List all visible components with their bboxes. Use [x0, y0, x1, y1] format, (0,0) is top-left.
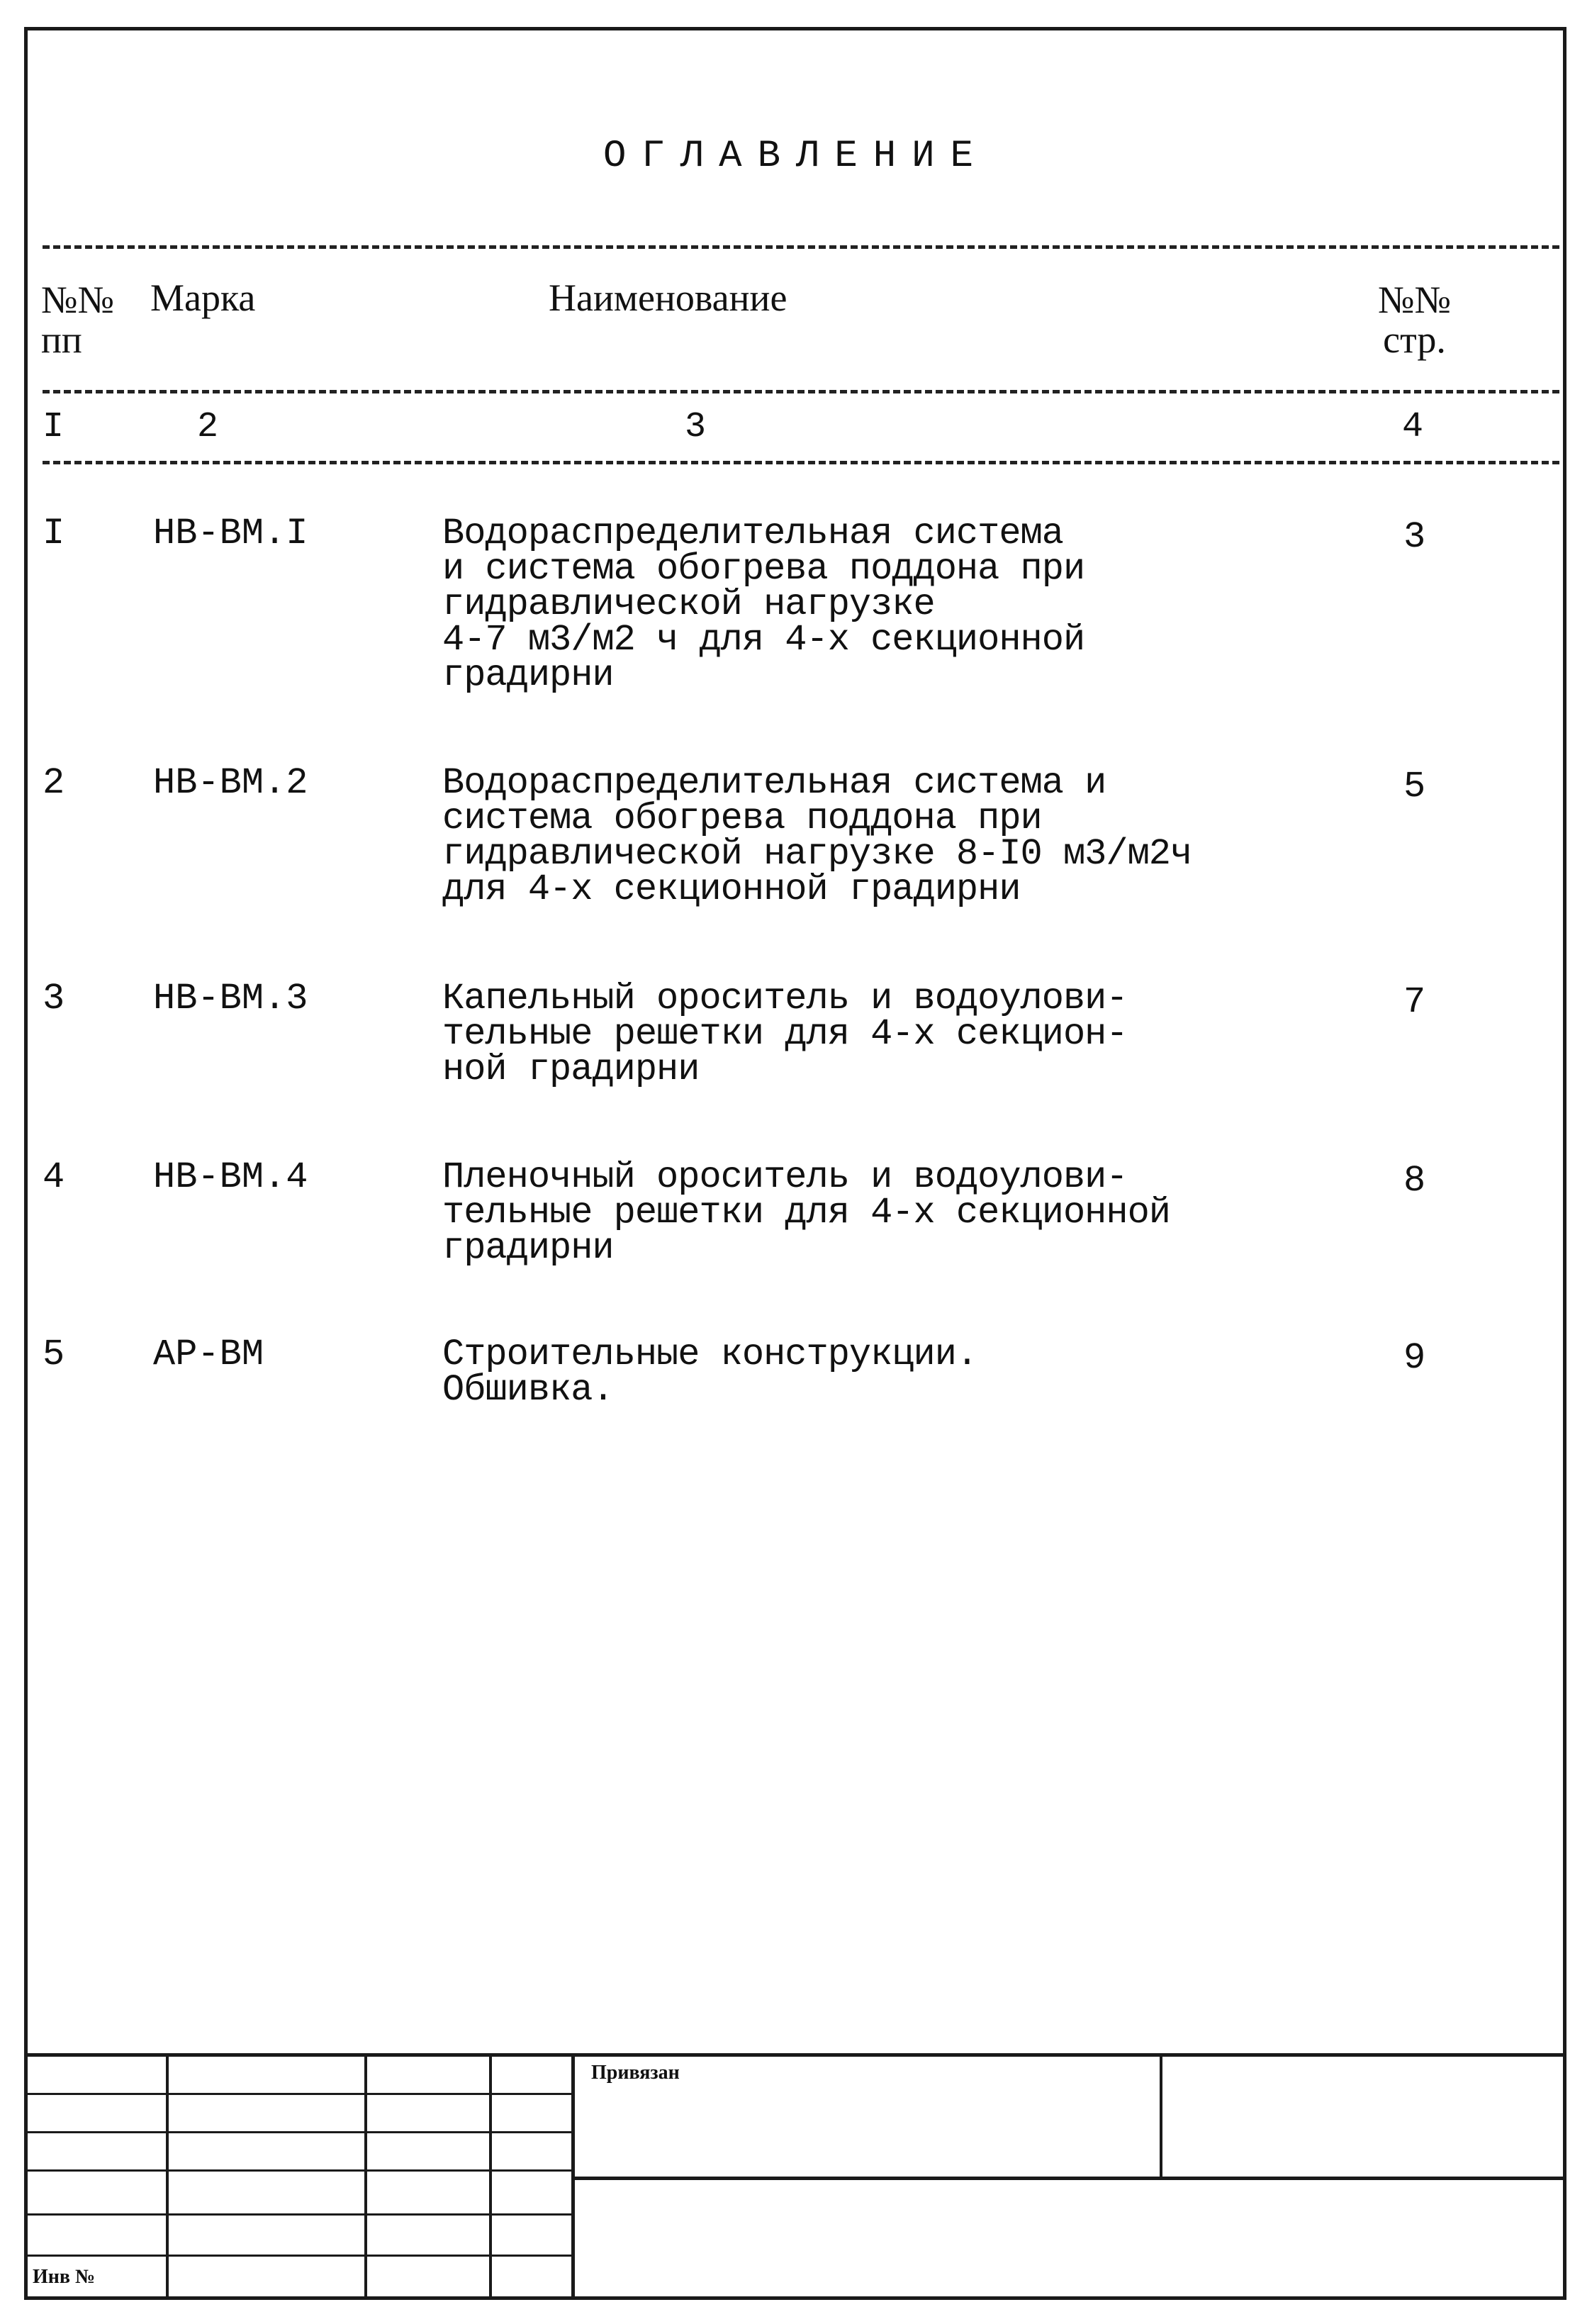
row-number: 4 [43, 1156, 65, 1198]
column-number-1: I [43, 407, 65, 447]
row-mark: НВ-ВМ.2 [153, 762, 308, 804]
row-number: I [43, 513, 65, 554]
title-block-grid-line [166, 2053, 169, 2300]
attached-label: Привязан [591, 2062, 680, 2084]
row-page: 9 [1403, 1337, 1426, 1379]
title-block-grid-line [489, 2053, 492, 2300]
column-number-4: 4 [1402, 407, 1424, 447]
row-name: Пленочный ороситель и водоулови- тельные решетки для 4-х секционной градирни [442, 1156, 1170, 1269]
row-name: Водораспределительная система и система обогрева поддона при гидравлической нагрузке 4-7 м3/м2 ч для 4-х секционной градирни [442, 513, 1085, 696]
header-divider-middle [43, 390, 1559, 393]
column-header-name: Наименование [549, 276, 787, 319]
column-number-3: 3 [685, 407, 707, 447]
page-title: ОГЛАВЛЕНИЕ [602, 135, 990, 178]
title-block-grid-line [571, 2177, 1566, 2180]
row-mark: НВ-ВМ.4 [153, 1156, 308, 1198]
inventory-number-label: Инв № [33, 2266, 96, 2288]
column-number-2: 2 [197, 407, 219, 447]
row-name: Водораспределительная система и система обогрева поддона при гидравлической нагрузке 8-I0 м3/м2ч для 4-х секционной градирни [442, 762, 1192, 910]
row-name: Капельный ороситель и водоулови- тельные решетки для 4-х секцион- ной градирни [442, 978, 1128, 1090]
header-divider-bottom [43, 461, 1559, 464]
row-mark: АР-ВМ [153, 1334, 264, 1375]
row-number: 5 [43, 1334, 65, 1375]
title-block-grid-line [1160, 2053, 1162, 2178]
row-page: 3 [1403, 516, 1426, 558]
title-block-top-line [24, 2053, 1566, 2057]
row-mark: НВ-ВМ.I [153, 513, 308, 554]
row-number: 2 [43, 762, 65, 804]
header-divider-top [43, 245, 1559, 249]
column-header-page: №№ стр. [1378, 279, 1452, 361]
row-page: 5 [1403, 766, 1426, 808]
title-block-grid-line [364, 2053, 367, 2300]
row-page: 7 [1403, 981, 1426, 1023]
row-number: 3 [43, 978, 65, 1019]
column-header-mark: Марка [150, 276, 256, 319]
row-mark: НВ-ВМ.3 [153, 978, 308, 1019]
row-name: Строительные конструкции. Обшивка. [442, 1334, 978, 1411]
column-header-num: №№ пп [41, 279, 115, 361]
row-page: 8 [1403, 1160, 1426, 1202]
